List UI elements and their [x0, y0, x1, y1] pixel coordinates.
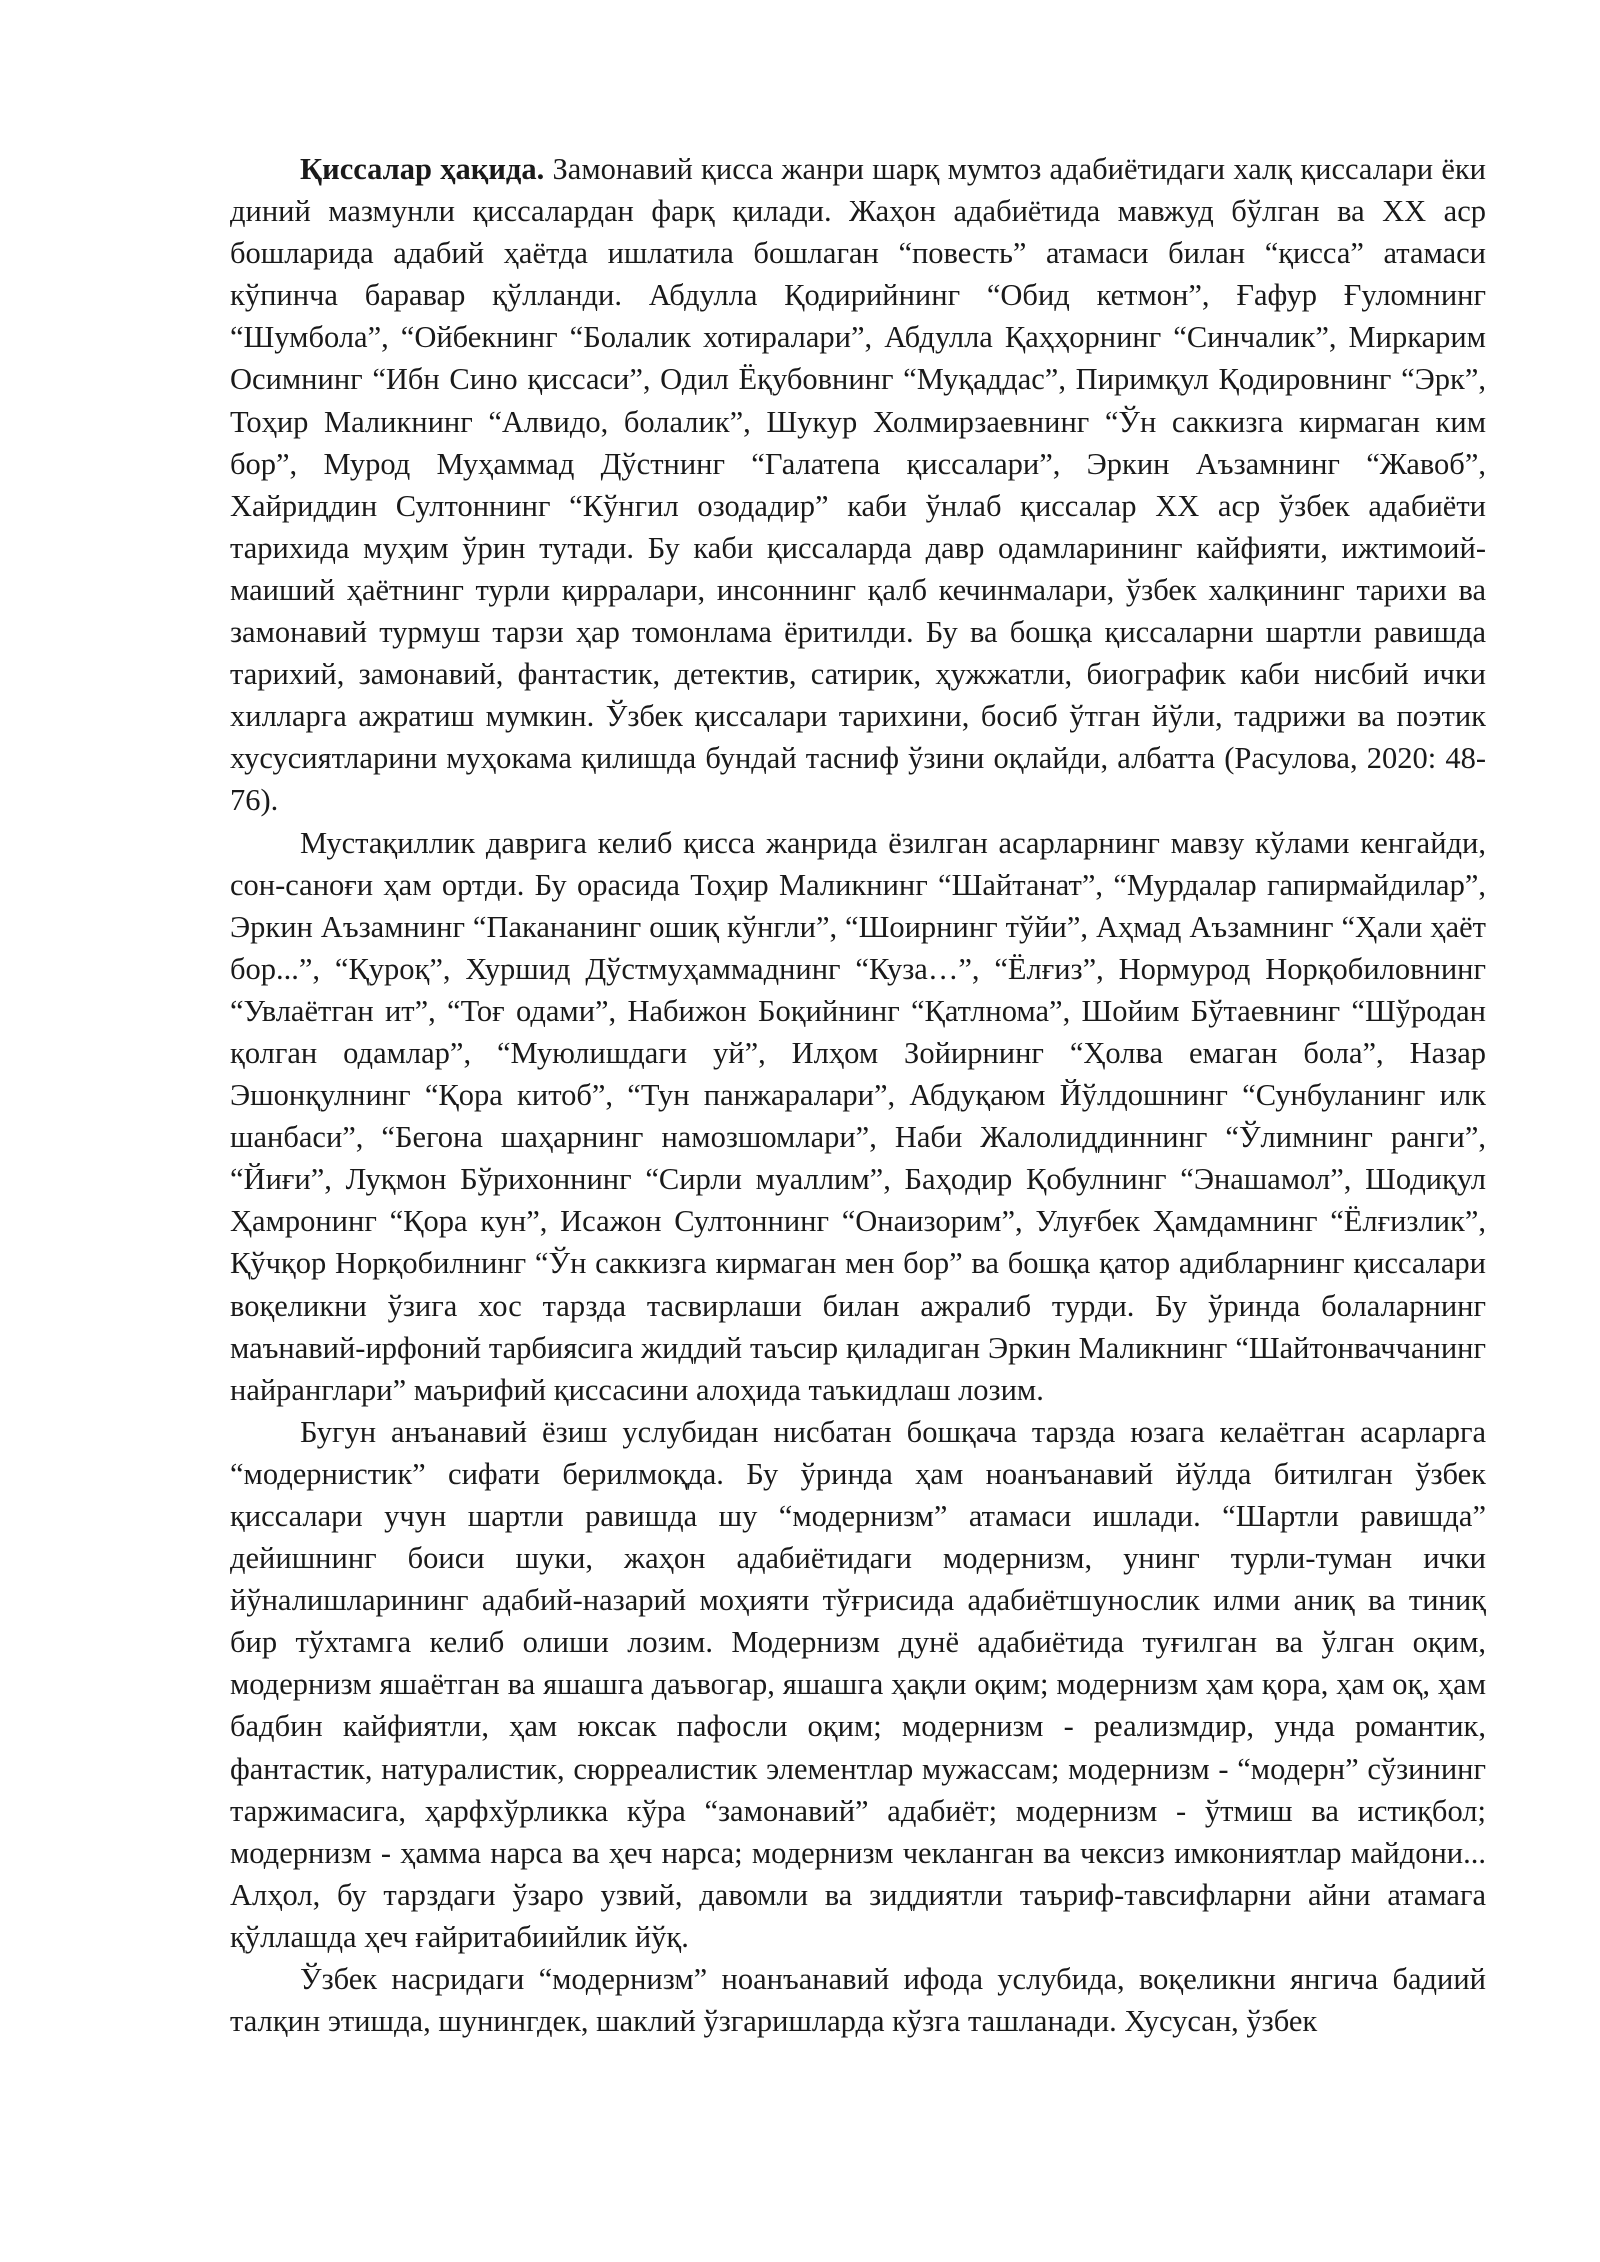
- paragraph-1-text: Замонавий қисса жанри шарқ мумтоз адабиётидаги халқ қиссалари ёки диний мазмунли қиссалардан фарқ қилади. Жаҳон адабиётида мавжуд бўлган ва XX аср бошларида адабий ҳаётда ишлатила бошлаган “повесть” атамаси билан “қисса” атамаси кўпинча баравар қўлланди. Абдулла Қодирийнинг “Обид кетмон”, Ғафур Ғуломнинг “Шумбола”, “Ойбекнинг “Болалик хотиралари”, Абдулла Қаҳҳорнинг “Синчалик”, Миркарим Осимнинг “Ибн Сино қиссаси”, Одил Ёқубовнинг “Муқаддас”, Пиримқул Қодировнинг “Эрк”, Тоҳир Маликнинг “Алвидо, болалик”, Шукур Холмирзаевнинг “Ўн саккизга кирмаган ким бор”, Мурод Муҳаммад Дўстнинг “Галатепа қиссалари”, Эркин Аъзамнинг “Жавоб”, Хайриддин Султоннинг “Кўнгил озодадир” каби ўнлаб қиссалар XX аср ўзбек адабиёти тарихида муҳим ўрин тутади. Бу каби қиссаларда давр одамларининг кайфияти, ижтимоий-маиший ҳаётнинг турли қирралари, инсоннинг қалб кечинмалари, ўзбек халқининг тарихи ва замонавий турмуш тарзи ҳар томонлама ёритилди. Бу ва бошқа қиссаларни шартли равишда тарихий, замонавий, фантастик, детектив, сатирик, ҳужжатли, биографик каби нисбий ички хилларга ажратиш мумкин. Ўзбек қиссалари тарихини, босиб ўтган йўли, тадрижи ва поэтик хусусиятларини муҳокама қилишда бундай тасниф ўзини оқлайди, албатта (Расулова, 2020: 48-76).: [230, 152, 1486, 818]
- paragraph-3: [230, 1411, 1486, 1958]
- paragraph-1-lead: Қиссалар ҳақида.: [300, 152, 545, 186]
- paragraph-4: [230, 1958, 1486, 2042]
- paragraph-2: [230, 822, 1486, 1411]
- paragraph-2-text: Мустақиллик даврига келиб қисса жанрида ёзилган асарларнинг мавзу кўлами кенгайди, сон-саноғи ҳам ортди. Бу орасида Тоҳир Маликнинг “Шайтанат”, “Мурдалар гапирмайдилар”, Эркин Аъзамнинг “Пакананинг ошиқ кўнгли”, “Шоирнинг тўйи”, Аҳмад Аъзамнинг “Ҳали ҳаёт бор...”, “Қуроқ”, Хуршид Дўстмуҳаммаднинг “Куза…”, “Ёлғиз”, Нормурод Норқобиловнинг “Увлаётган ит”, “Тоғ одами”, Набижон Боқийнинг “Қатлнома”, Шойим Бўтаевнинг “Шўродан қолган одамлар”, “Муюлишдаги уй”, Илҳом Зойирнинг “Ҳолва емаган бола”, Назар Эшонқулнинг “Қора китоб”, “Тун панжаралари”, Абдуқаюм Йўлдошнинг “Сунбуланинг илк шанбаси”, “Бегона шаҳарнинг намозшомлари”, Наби Жалолиддиннинг “Ўлимнинг ранги”, “Йиғи”, Луқмон Бўрихоннинг “Сирли муаллим”, Баҳодир Қобулнинг “Энашамол”, Шодиқул Ҳамронинг “Қора кун”, Исажон Султоннинг “Онаизорим”, Улуғбек Ҳамдамнинг “Ёлғизлик”, Қўчқор Норқобилнинг “Ўн саккизга кирмаган мен бор” ва бошқа қатор адибларнинг қиссалари воқеликни ўзига хос тарзда тасвирлаши билан ажралиб турди. Бу ўринда болаларнинг маънавий-ирфоний тарбиясига жиддий таъсир қиладиган Эркин Маликнинг “Шайтонваччанинг найранглари” маърифий қиссасини алоҳида таъкидлаш лозим.: [230, 825, 1486, 1407]
- paragraph-4-text: Ўзбек насридаги “модернизм” ноанъанавий ифода услубида, воқеликни янгича бадиий талқин этишда, шунингдек, шаклий ўзгаришларда кўзга ташланади. Хусусан, ўзбек: [230, 1962, 1486, 2039]
- paragraph-1: [230, 148, 1486, 822]
- document-body: [230, 148, 1486, 2042]
- paragraph-3-text: Бугун анъанавий ёзиш услубидан нисбатан бошқача тарзда юзага келаётган асарларга “модернистик” сифати берилмоқда. Бу ўринда ҳам ноанъанавий йўлда битилган ўзбек қиссалари учун шартли равишда шу “модернизм” атамаси ишлади. “Шартли равишда” дейишнинг боиси шуки, жаҳон адабиётидаги модернизм, унинг турли-туман ички йўналишларининг адабий-назарий моҳияти тўғрисида адабиётшунослик илми аниқ ва тиниқ бир тўхтамга келиб олиши лозим. Модернизм дунё адабиётида туғилган ва ўлган оқим, модернизм яшаётган ва яшашга даъвогар, яшашга ҳақли оқим; модернизм ҳам қора, ҳам оқ, ҳам бадбин кайфиятли, ҳам юксак пафосли оқим; модернизм - реализмдир, унда романтик, фантастик, натуралистик, сюрреалистик элементлар мужассам; модернизм - “модерн” сўзининг таржимасига, ҳарфхўрликка кўра “замонавий” адабиёт; модернизм - ўтмиш ва истиқбол; модернизм - ҳамма нарса ва ҳеч нарса; модернизм чекланган ва чексиз имкониятлар майдони... Алҳол, бу тарздаги ўзаро узвий, давомли ва зиддиятли таъриф-тавсифларни айни атамага қўллашда ҳеч ғайритабиийлик йўқ.: [230, 1414, 1486, 1954]
